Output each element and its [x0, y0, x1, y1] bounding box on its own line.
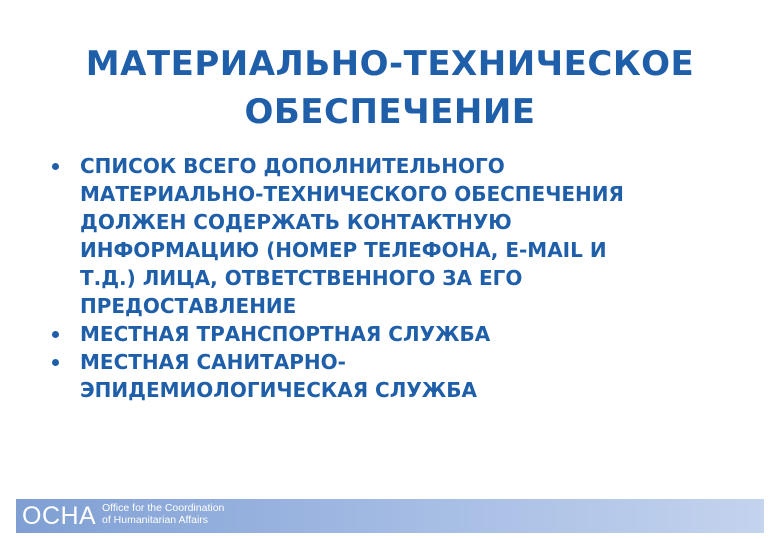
bullet-dot-icon	[52, 359, 59, 366]
ocha-logo: OCHA	[22, 502, 97, 530]
bullet-line: СПИСОК ВСЕГО ДОПОЛНИТЕЛЬНОГО	[80, 154, 505, 178]
bullet-item	[48, 320, 748, 348]
footer-bar	[16, 499, 764, 533]
bullet-line: МЕСТНАЯ САНИТАРНО-	[80, 350, 346, 374]
ocha-org-name	[102, 502, 224, 526]
slide-title-line: ОБЕСПЕЧЕНИЕ	[244, 92, 536, 132]
bullet-line: ДОЛЖЕН СОДЕРЖАТЬ КОНТАКТНУЮ	[80, 210, 512, 234]
bullet-line: ЭПИДЕМИОЛОГИЧЕСКАЯ СЛУЖБА	[80, 378, 477, 402]
bullet-line: МАТЕРИАЛЬНО-ТЕХНИЧЕСКОГО ОБЕСПЕЧЕНИЯ	[80, 182, 624, 206]
bullet-line: ИНФОРМАЦИЮ (НОМЕР ТЕЛЕФОНА, E-MAIL И	[80, 238, 607, 262]
bullet-item	[48, 152, 748, 320]
bullet-line: МЕСТНАЯ ТРАНСПОРТНАЯ СЛУЖБА	[80, 322, 491, 346]
ocha-org-line: Office for the Coordination	[102, 502, 225, 514]
bullet-dot-icon	[52, 163, 59, 170]
ocha-org-line: of Humanitarian Affairs	[102, 514, 209, 526]
bullet-line: ПРЕДОСТАВЛЕНИЕ	[80, 294, 297, 318]
bullet-item	[48, 348, 748, 404]
bullet-list	[48, 152, 748, 404]
bullet-line: Т.Д.) ЛИЦА, ОТВЕТСТВЕННОГО ЗА ЕГО	[80, 266, 523, 290]
slide-title	[20, 40, 760, 136]
bullet-dot-icon	[52, 331, 59, 338]
slide-title-line: МАТЕРИАЛЬНО-ТЕХНИЧЕСКОЕ	[85, 44, 695, 84]
